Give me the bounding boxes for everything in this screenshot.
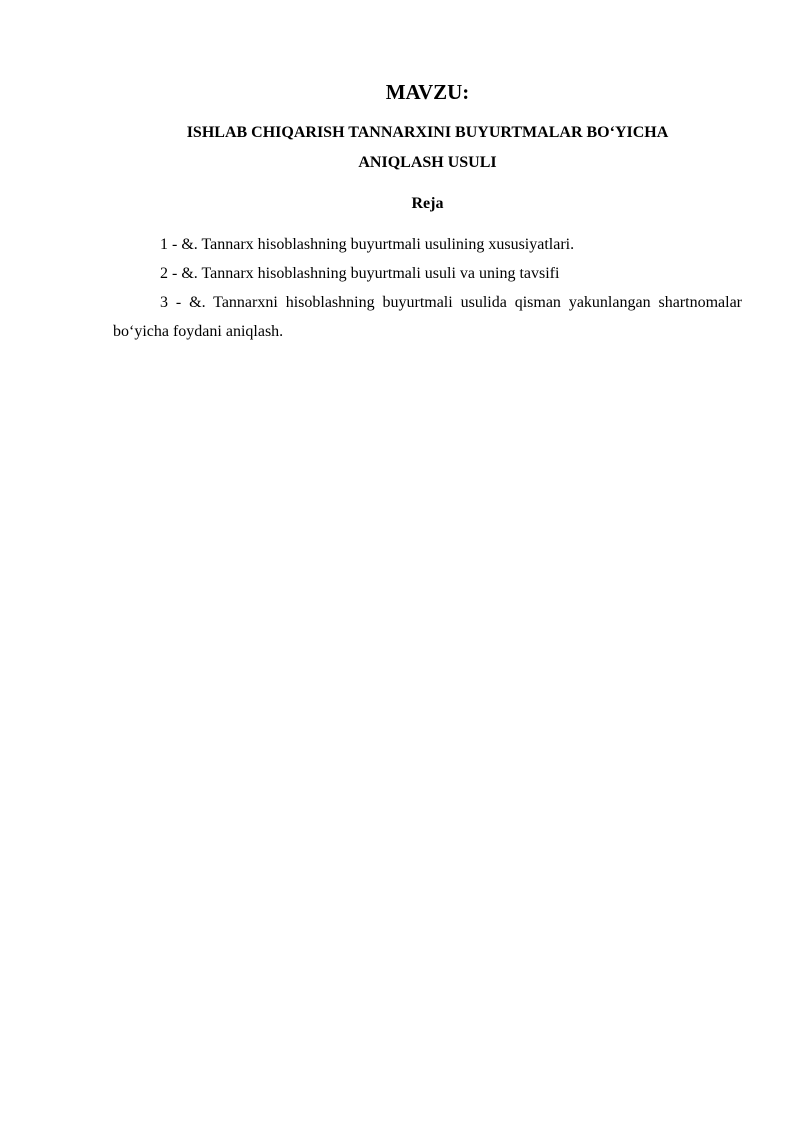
plan-title: Reja: [411, 195, 444, 212]
plan-item-3: 3 - &. Tannarxni hisoblashning buyurtmali usulida qisman yakunlangan shartnomalar bo‘yicha foydani aniqlash.: [113, 294, 742, 340]
plan-list: [113, 230, 742, 346]
topic-title-line-1: ISHLAB CHIQARISH TANNARXINI BUYURTMALAR BO‘YICHA: [186, 124, 669, 141]
page-content: [113, 78, 742, 346]
topic-title-line-2: ANIQLASH USULI: [358, 154, 497, 171]
plan-item-1: 1 - &. Tannarx hisoblashning buyurtmali usulining xususiyatlari.: [160, 236, 575, 253]
heading: MAVZU:: [385, 80, 470, 104]
topic-title: [113, 118, 742, 178]
plan-item-2: 2 - &. Tannarx hisoblashning buyurtmali usuli va uning tavsifi: [160, 265, 560, 282]
